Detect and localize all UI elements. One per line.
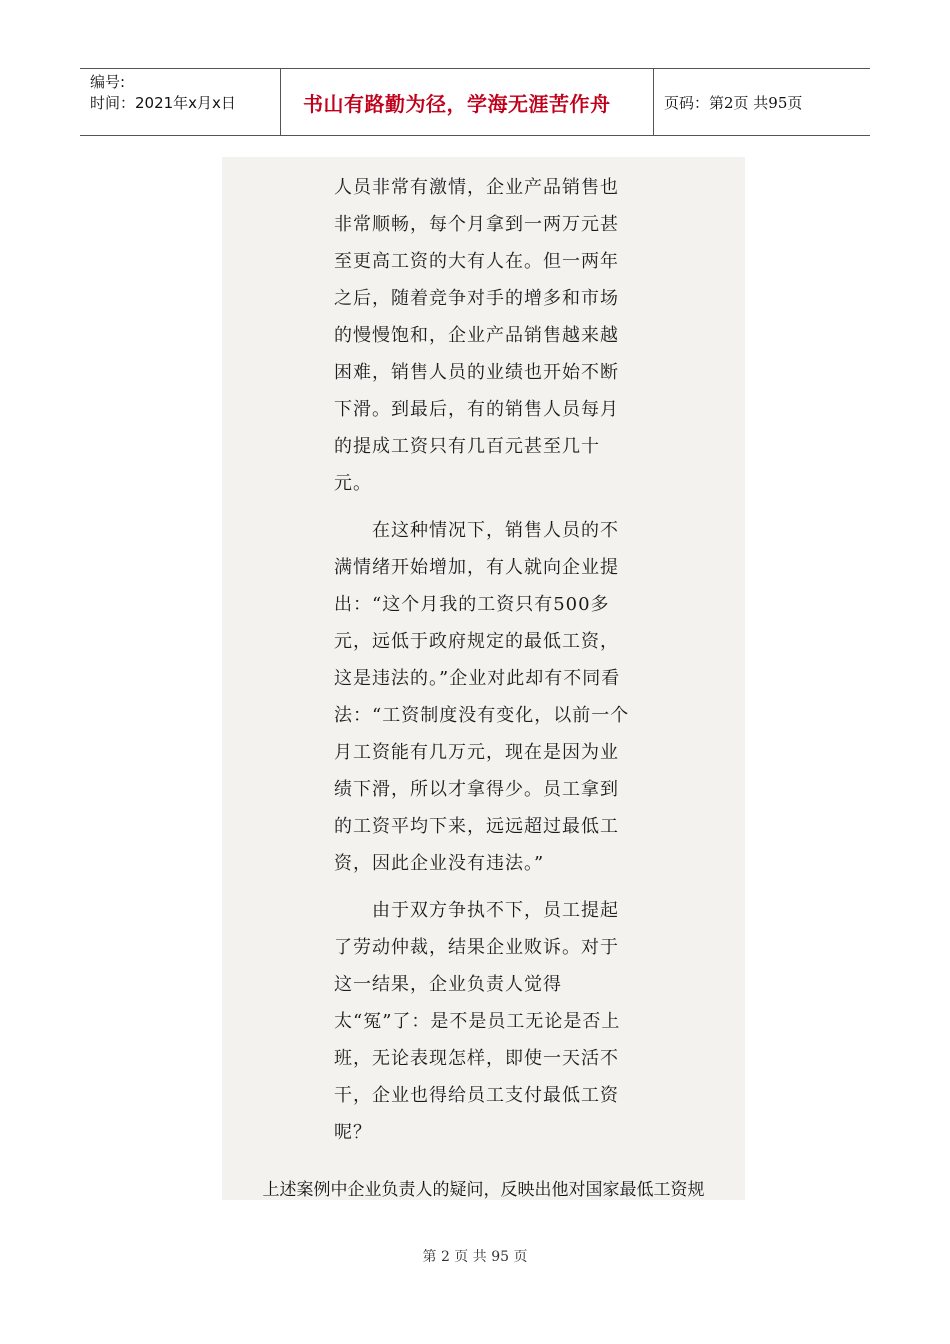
header-page-info: 页码：第2页 共95页 (664, 93, 803, 112)
header-meta (80, 69, 281, 135)
paragraph-3: 由于双方争执不下，员工提起了劳动仲裁，结果企业败诉。对于这一结果，企业负责人觉得太“冤”了：是不是员工无论是否上班，无论表现怎样，即使一天活不干，企业也得给员工支付最低工资呢？ (334, 900, 621, 1143)
header-motto: 书山有路勤为径，学海无涯苦作舟 (281, 69, 654, 135)
page-header (80, 68, 870, 136)
closing-line: 上述案例中企业负责人的疑问，反映出他对国家最低工资规 (262, 1180, 705, 1200)
paragraph-1: 人员非常有激情，企业产品销售也非常顺畅，每个月拿到一两万元甚至更高工资的大有人在。但一两年之后，随着竞争对手的增多和市场的慢慢饱和，企业产品销售越来越困难，销售人员的业绩也开始不断下滑。到最后，有的销售人员每月的提成工资只有几百元甚至几十元。 (334, 177, 619, 494)
paragraph-2: 在这种情况下，销售人员的不满情绪开始增加，有人就向企业提出：“这个月我的工资只有500多元，远低于政府规定的最低工资，这是违法的。”企业对此却有不同看法：“工资制度没有变化，以前一个月工资能有几万元，现在是因为业绩下滑，所以才拿得少。员工拿到的工资平均下来，远远超过最低工资，因此企业没有违法。” (334, 520, 630, 874)
document-number-label: 编号: (90, 73, 126, 91)
article-body (334, 169, 630, 1161)
page-footer: 第 2 页 共 95 页 (422, 1249, 528, 1265)
document-time-label: 时间：2021年x月x日 (90, 94, 236, 112)
